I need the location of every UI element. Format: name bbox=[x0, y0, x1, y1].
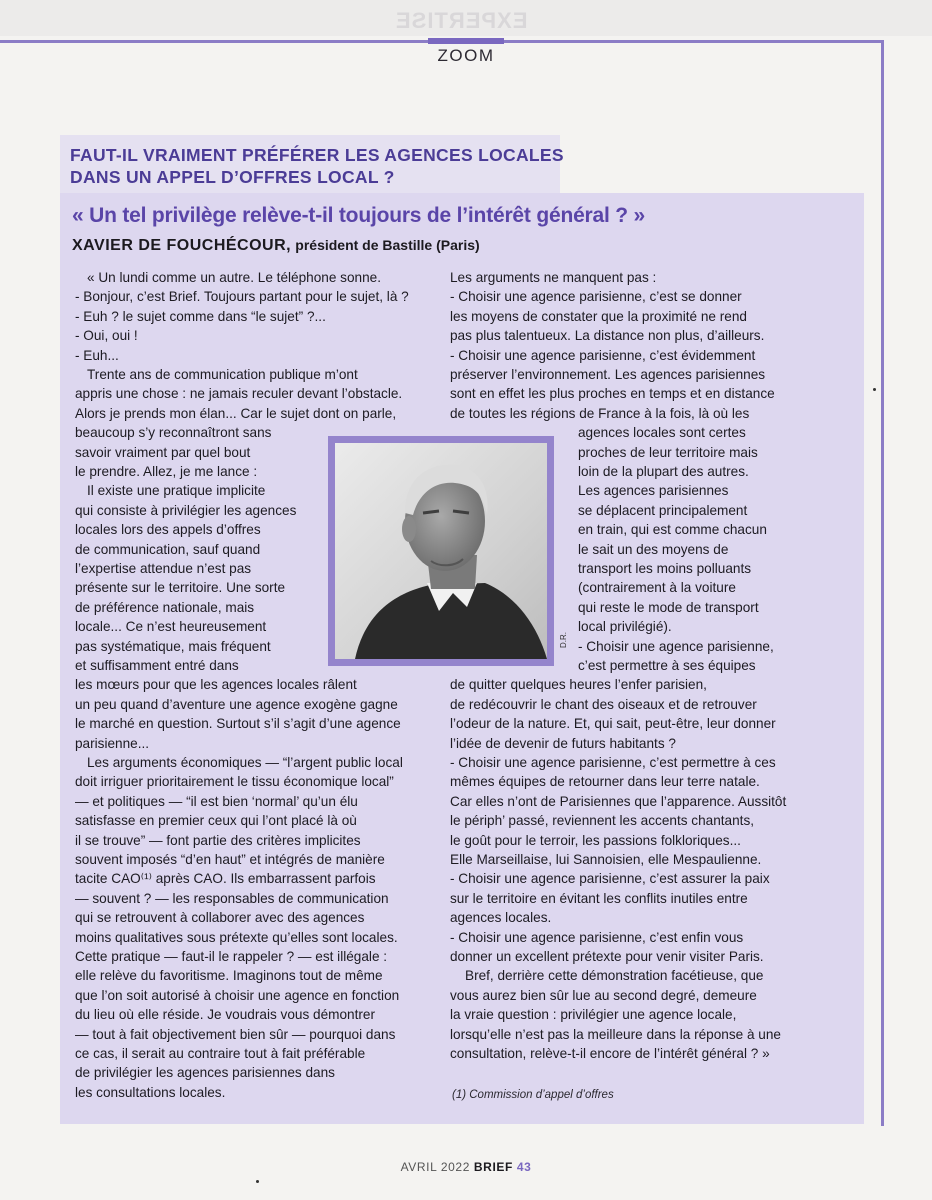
text-line: donner un excellent prétexte pour venir visiter Paris. bbox=[450, 949, 764, 964]
text-line: un peu quand d’aventure une agence exogène gagne bbox=[75, 696, 398, 712]
text-line: doit irriguer prioritairement le tissu économique local” bbox=[75, 774, 394, 790]
text-line: agences locales sont certes bbox=[578, 425, 746, 441]
text-line: Les arguments économiques — “l’argent public local bbox=[87, 755, 403, 770]
author-name: XAVIER DE FOUCHÉCOUR, bbox=[72, 237, 292, 254]
text-line: Les arguments ne manquent pas : bbox=[450, 270, 657, 285]
text-line: agences locales. bbox=[450, 910, 552, 926]
page-number: 43 bbox=[516, 1160, 532, 1174]
author-role: président de Bastille (Paris) bbox=[295, 237, 480, 253]
text-line: — tout à fait objectivement bien sûr — pourquoi dans bbox=[75, 1026, 396, 1042]
text-line: - Choisir une agence parisienne, c’est se donner bbox=[450, 289, 742, 305]
text-line: parisienne... bbox=[75, 735, 150, 751]
text-line: - Euh... bbox=[75, 347, 119, 363]
text-line: et suffisamment entré dans bbox=[75, 658, 239, 673]
text-line: il se trouve” — font partie des critères implicites bbox=[75, 832, 361, 848]
text-line: qui se retrouvent à collaborer avec des agences bbox=[75, 910, 365, 926]
folio-brand: BRIEF bbox=[473, 1160, 513, 1174]
text-line: qui consiste à privilégier les agences bbox=[75, 502, 297, 518]
text-line: mêmes équipes de retourner dans leur terre natale. bbox=[450, 774, 760, 790]
article-headline: « Un tel privilège relève-t-il toujours de l’intérêt général ? » bbox=[72, 204, 646, 227]
print-speck bbox=[873, 388, 876, 391]
section-label: ZOOM bbox=[437, 46, 495, 65]
text-line: loin de la plupart des autres. bbox=[578, 464, 749, 479]
text-line: le marché en question. Surtout s’il s’agit d’une agence bbox=[75, 716, 401, 732]
question-line: DANS UN APPEL D’OFFRES LOCAL ? bbox=[70, 167, 395, 187]
text-line: moins qualitatives sous prétexte qu’elles sont locales. bbox=[75, 929, 398, 945]
text-line: locale... Ce n’est heureusement bbox=[75, 619, 267, 635]
text-line: l’expertise attendue n’est pas bbox=[75, 561, 252, 576]
text-line: vous aurez bien sûr lue au second degré, demeure bbox=[450, 987, 757, 1003]
text-line: le périph’ passé, reviennent les accents chantants, bbox=[450, 813, 755, 829]
text-line: transport les moins polluants bbox=[578, 561, 752, 576]
portrait-frame bbox=[328, 436, 554, 666]
folio-date: AVRIL 2022 bbox=[400, 1160, 470, 1174]
text-line: consultation, relève-t-il encore de l’intérêt général ? » bbox=[450, 1046, 770, 1061]
text-line: de toutes les régions de France à la fois, là où les bbox=[450, 405, 750, 421]
text-line: le prendre. Allez, je me lance : bbox=[75, 464, 258, 479]
text-line: souvent imposés “d’en haut” et intégrés de manière bbox=[75, 852, 385, 867]
text-line: sur le territoire en évitant les conflits inutiles entre bbox=[450, 890, 748, 906]
text-line: lorsqu’elle n’est pas la meilleure dans la réponse à une bbox=[450, 1026, 781, 1042]
text-line: Alors je prends mon élan... Car le sujet dont on parle, bbox=[75, 405, 397, 421]
text-line: le sait un des moyens de bbox=[578, 541, 729, 557]
previous-page-bleed bbox=[0, 0, 932, 36]
text-line: préserver l’environnement. Les agences parisiennes bbox=[450, 367, 766, 382]
text-line: les moyens de constater que la proximité ne rend bbox=[450, 308, 747, 324]
text-line: de communication, sauf quand bbox=[75, 541, 261, 557]
text-line: Les agences parisiennes bbox=[578, 483, 729, 499]
text-line: (contrairement à la voiture bbox=[578, 580, 736, 596]
text-line: pas plus talentueux. La distance non plus, d’ailleurs. bbox=[450, 328, 765, 344]
text-line: - Choisir une agence parisienne, c’est permettre à ces bbox=[450, 755, 776, 770]
text-line: elle relève du favoritisme. Imaginons tout de même bbox=[75, 968, 383, 984]
text-line: que l’on soit autorisé à choisir une agence en fonction bbox=[75, 987, 400, 1003]
print-speck bbox=[256, 1180, 259, 1183]
text-line: présente sur le territoire. Une sorte bbox=[75, 580, 286, 596]
text-line: de quitter quelques heures l’enfer parisien, bbox=[450, 677, 707, 693]
photo-credit: D.R. bbox=[559, 632, 568, 648]
text-line: — souvent ? — les responsables de communication bbox=[75, 890, 389, 906]
text-line: Trente ans de communication publique m’ont bbox=[87, 367, 358, 382]
author-portrait bbox=[335, 443, 547, 659]
footnote: (1) Commission d’appel d’offres bbox=[452, 1089, 614, 1101]
text-line: de redécouvrir le chant des oiseaux et de retrouver bbox=[450, 696, 757, 712]
text-line: Il existe une pratique implicite bbox=[87, 483, 266, 499]
text-line: l’odeur de la nature. Et, qui sait, peut-être, leur donner bbox=[450, 716, 776, 732]
bleed-heading: EXPERTISE bbox=[395, 8, 528, 33]
text-line: - Bonjour, c’est Brief. Toujours partant pour le sujet, là ? bbox=[75, 289, 409, 305]
text-line: de privilégier les agences parisiennes dans bbox=[75, 1065, 335, 1081]
text-line: Bref, derrière cette démonstration facétieuse, que bbox=[465, 968, 764, 984]
text-line: - Choisir une agence parisienne, bbox=[578, 638, 774, 654]
question-heading bbox=[70, 144, 590, 188]
text-line: beaucoup s’y reconnaîtront sans bbox=[75, 425, 272, 441]
text-line: appris une chose : ne jamais reculer devant l’obstacle. bbox=[75, 386, 403, 402]
text-line: Car elles n’ont de Parisiennes que l’apparence. Aussitôt bbox=[450, 793, 787, 809]
text-line: c’est permettre à ses équipes bbox=[578, 658, 756, 673]
text-line: - Euh ? le sujet comme dans “le sujet” ?... bbox=[75, 308, 326, 324]
text-line: de préférence nationale, mais bbox=[75, 599, 255, 615]
portrait-illustration bbox=[335, 443, 547, 659]
text-line: le goût pour le terroir, les passions folkloriques... bbox=[450, 832, 741, 848]
text-line: Cette pratique — faut-il le rappeler ? — est illégale : bbox=[75, 949, 388, 964]
text-line: pas systématique, mais fréquent bbox=[75, 638, 271, 654]
section-tab bbox=[428, 38, 504, 44]
text-line: du lieu où elle réside. Je voudrais vous démontrer bbox=[75, 1007, 375, 1023]
text-line: ce cas, il serait au contraire tout à fait préférable bbox=[75, 1046, 366, 1061]
text-line: les mœurs pour que les agences locales râlent bbox=[75, 677, 357, 693]
text-line: « Un lundi comme un autre. Le téléphone sonne. bbox=[87, 270, 381, 285]
text-line: - Choisir une agence parisienne, c’est assurer la paix bbox=[450, 871, 770, 887]
page-folio bbox=[0, 1160, 932, 1174]
text-line: en train, qui est comme chacun bbox=[578, 522, 767, 538]
text-line: se déplacent principalement bbox=[578, 502, 748, 518]
text-line: - Oui, oui ! bbox=[75, 328, 138, 344]
text-line: satisfasse en premier ceux qui l’ont placé là où bbox=[75, 813, 357, 829]
text-line: la vraie question : privilégier une agence locale, bbox=[450, 1007, 737, 1023]
text-line: local privilégié). bbox=[578, 619, 672, 635]
text-line: — et politiques — “il est bien ‘normal’ qu’un élu bbox=[75, 793, 358, 809]
text-line: qui reste le mode de transport bbox=[578, 599, 759, 615]
text-line: proches de leur territoire mais bbox=[578, 444, 758, 460]
text-line: Elle Marseillaise, lui Sannoisien, elle Mespaulienne. bbox=[450, 852, 762, 867]
text-line: locales lors des appels d’offres bbox=[75, 522, 261, 538]
byline bbox=[72, 237, 480, 255]
text-line: savoir vraiment par quel bout bbox=[75, 444, 251, 460]
text-line: sont en effet les plus proches en temps et en distance bbox=[450, 386, 775, 402]
question-line: FAUT-IL VRAIMENT PRÉFÉRER LES AGENCES LOCALES bbox=[70, 145, 564, 165]
text-line: l’idée de devenir de futurs habitants ? bbox=[450, 735, 676, 751]
text-line: tacite CAO⁽¹⁾ après CAO. Ils embarrassent parfois bbox=[75, 871, 376, 887]
text-line: les consultations locales. bbox=[75, 1084, 226, 1100]
text-line: - Choisir une agence parisienne, c’est évidemment bbox=[450, 347, 756, 363]
text-line: - Choisir une agence parisienne, c’est enfin vous bbox=[450, 929, 744, 945]
